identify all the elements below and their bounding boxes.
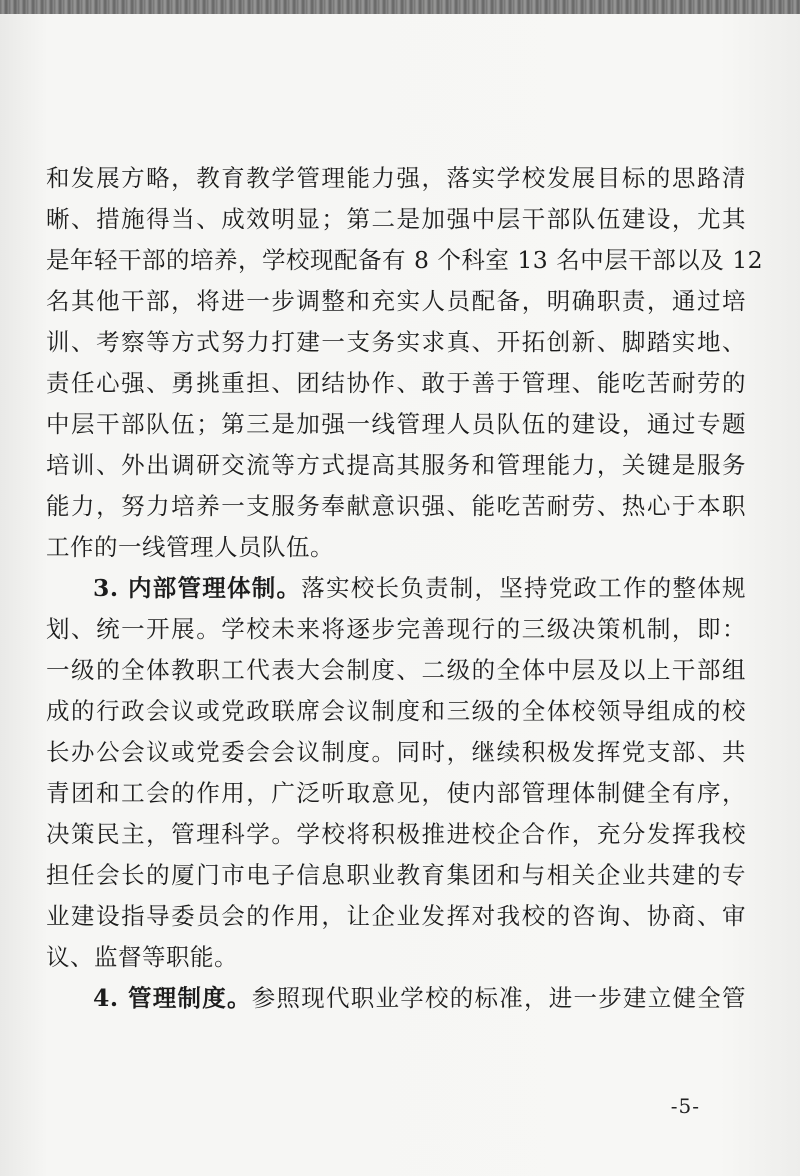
scan-top-edge — [0, 0, 800, 14]
text-line: 成的行政会议或党政联席会议制度和三级的全体校领导组成的校 — [46, 697, 746, 725]
text-line: 一级的全体教职工代表大会制度、二级的全体中层及以上干部组 — [46, 656, 746, 684]
text-line: 中层干部队伍；第三是加强一线管理人员队伍的建设，通过专题 — [46, 410, 746, 438]
text-line: 晰、措施得当、成效明显；第二是加强中层干部队伍建设，尤其 — [46, 205, 746, 233]
text-line: 工作的一线管理人员队伍。 — [46, 533, 334, 561]
text-line: 训、考察等方式努力打建一支务实求真、开拓创新、脚踏实地、 — [46, 328, 746, 356]
text-line: 担任会长的厦门市电子信息职业教育集团和与相关企业共建的专 — [46, 861, 746, 889]
body-text — [46, 158, 764, 1019]
text-line: 青团和工会的作用，广泛听取意见，使内部管理体制健全有序， — [46, 779, 746, 807]
page-number: -5- — [670, 1094, 700, 1118]
text-line: 是年轻干部的培养，学校现配备有 8 个科室 13 名中层干部以及 12 — [46, 246, 764, 274]
text-line: 培训、外出调研交流等方式提高其服务和管理能力，关键是服务 — [46, 451, 746, 479]
text-line: 决策民主，管理科学。学校将积极推进校企合作，充分发挥我校 — [46, 820, 746, 848]
section-3-text: 落实校长负责制，坚持党政工作的整体规 — [301, 574, 747, 602]
section-heading-4: 4. 管理制度。 — [93, 984, 252, 1012]
section-heading-3: 3. 内部管理体制。 — [93, 574, 302, 602]
section-4-first-line — [46, 978, 746, 1019]
text-line: 责任心强、勇挑重担、团结协作、敢于善于管理、能吃苦耐劳的 — [46, 369, 746, 397]
text-line: 和发展方略，教育教学管理能力强，落实学校发展目标的思路清 — [46, 164, 746, 192]
text-line: 能力，努力培养一支服务奉献意识强、能吃苦耐劳、热心于本职 — [46, 492, 746, 520]
text-line: 划、统一开展。学校未来将逐步完善现行的三级决策机制，即： — [46, 615, 746, 643]
text-line: 名其他干部，将进一步调整和充实人员配备，明确职责，通过培 — [46, 287, 746, 315]
text-line: 业建设指导委员会的作用，让企业发挥对我校的咨询、协商、审 — [46, 902, 746, 930]
section-4-text: 参照现代职业学校的标准，进一步建立健全管 — [251, 984, 747, 1012]
section-3-first-line — [46, 568, 746, 609]
text-line: 长办公会议或党委会会议制度。同时，继续积极发挥党支部、共 — [46, 738, 746, 766]
text-line: 议、监督等职能。 — [46, 943, 238, 971]
